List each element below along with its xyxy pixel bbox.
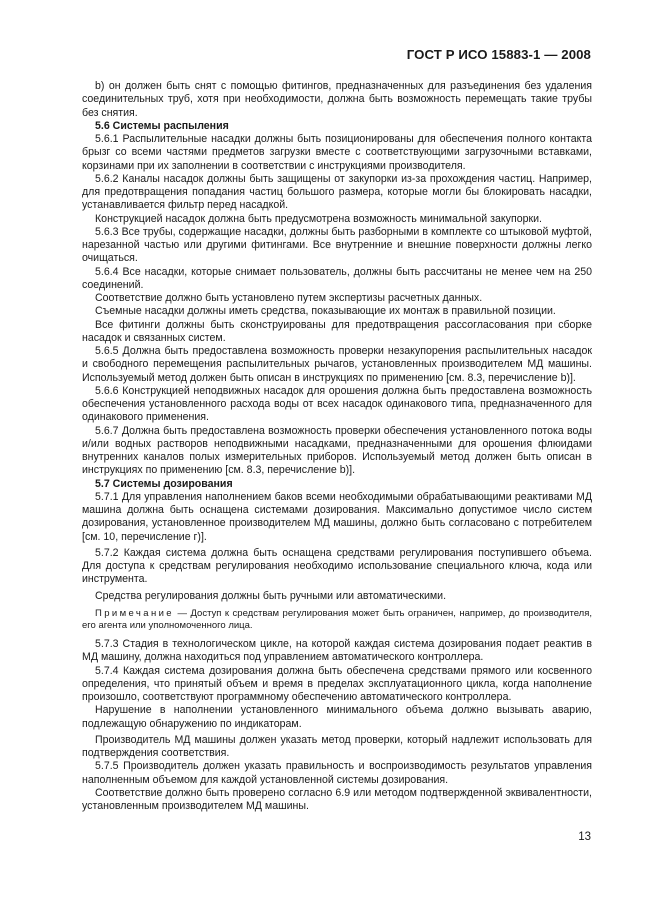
- paragraph-b: b) он должен быть снят с помощью фитингов, предназначенных для разъединения без удаления соединительных труб, хотя при необходимости, должна быть возможность перемещать такие трубы без снятия.: [82, 80, 592, 119]
- paragraph-5-6-5: 5.6.5 Должна быть предоставлена возможность проверки незакупорения распылительных насадок и свободного перемещения распылительных рычагов, установленных производителем МД машины. Используемый метод должен быть описан в инструкциях по применению [см. 8.3, перечисление b)].: [82, 345, 592, 384]
- paragraph-5-6-4: 5.6.4 Все насадки, которые снимает пользователь, должны быть рассчитаны не менее чем на 250 соединений.: [82, 265, 592, 291]
- note-label: Примечание: [95, 607, 174, 619]
- page-number: 13: [578, 831, 591, 843]
- paragraph-5-7-2: 5.7.2 Каждая система должна быть оснащена средствами регулирования поступившего объема. Для доступа к средствам регулирования необходимо использование специального ключа, кода или инструмента.: [82, 546, 592, 586]
- section-heading-5-6: 5.6 Системы распыления: [95, 119, 229, 132]
- paragraph-5-6-2: 5.6.2 Каналы насадок должны быть защищены от закупорки из-за прохождения частиц. Например, для предотвращения попадания частиц большого размера, которые могли бы блокировать насадки, устанавливается фильтр перед насадкой.: [82, 172, 592, 212]
- paragraph-5-6-4-d: Все фитинги должны быть сконструированы для предотвращения рассогласования при сборке насадок и связанных систем.: [82, 318, 592, 344]
- paragraph-5-7-4-b: Нарушение в наполнении установленного минимального объема должно вызывать аварию, подлежащую обнаружению по индикаторам.: [82, 704, 592, 730]
- paragraph-5-7-4: 5.7.4 Каждая система дозирования должна быть обеспечена средствами прямого или косвенного определения, что принятый объем и время в пределах эксплуатационного цикла, когда наполнение произошло, соответствуют программному обеспечению автоматического контроллера.: [82, 664, 592, 704]
- paragraph-5-6-3: 5.6.3 Все трубы, содержащие насадки, должны быть разборными в комплекте со штыковой муфтой, нарезанной частью или другими фитингами. Все внутренние и внешние поверхности должны легко очищаться.: [82, 225, 592, 265]
- section-heading-5-7: 5.7 Системы дозирования: [95, 477, 233, 490]
- document-header: ГОСТ Р ИСО 15883-1 — 2008: [406, 47, 591, 62]
- paragraph-5-7-5: 5.7.5 Производитель должен указать правильность и воспроизводимость результатов управления наполненным объемом для каждой установленной системы дозирования.: [82, 760, 592, 786]
- paragraph-5-6-4-b: Соответствие должно быть установлено путем экспертизы расчетных данных.: [95, 292, 483, 304]
- paragraph-5-6-4-c: Съемные насадки должны иметь средства, показывающие их монтаж в правильной позиции.: [95, 305, 556, 318]
- paragraph-5-7-4-c: Производитель МД машины должен указать метод проверки, который надлежит использовать для подтверждения соответствия.: [82, 733, 592, 760]
- note: [82, 608, 592, 632]
- document-body: [82, 80, 592, 813]
- paragraph-5-7-5-b: Соответствие должно быть проверено согласно 6.9 или методом подтвержденной эквивалентности, установленным производителем МД машины.: [82, 786, 592, 813]
- note-text: — Доступ к средствам регулирования может быть ограничен, например, до производителя, его агента или уполномоченного лица.: [82, 607, 592, 631]
- paragraph-5-6-1: 5.6.1 Распылительные насадки должны быть позиционированы для обеспечения полного контакта брызг со всеми частями предметов загрузки вместе с соответствующими загрузочными вставками, корзинами при их заполнении в соответствии с инструкциями производителя.: [82, 133, 592, 172]
- paragraph-5-6-7: 5.6.7 Должна быть предоставлена возможность проверки обеспечения установленного потока воды и/или водных растворов неподвижными насадками, предназначенными для орошения флюидами внутренних каналов полых измерительных приборов. Используемый метод должен быть описан в инструкциях по применению [см. 8.3, перечисление b)].: [82, 424, 592, 477]
- paragraph-5-7-3: 5.7.3 Стадия в технологическом цикле, на которой каждая система дозирования подает реактив в МД машину, должна находиться под управлением автоматического контроллера.: [82, 638, 592, 664]
- paragraph-5-7-1: 5.7.1 Для управления наполнением баков всеми необходимыми обрабатывающими реактивами МД машина должна быть оснащена системами дозирования. Максимально допустимое число систем дозирования, установленное производителем МД машины, должно быть согласовано с потребителем [см. 10, перечисление г)].: [82, 490, 592, 543]
- paragraph-5-6-6: 5.6.6 Конструкцией неподвижных насадок для орошения должна быть предоставлена возможность обеспечения установленного расхода воды от всех насадок одинакового типа, предназначенного для одинакового применения.: [82, 384, 592, 424]
- paragraph-5-6-2-b: Конструкцией насадок должна быть предусмотрена возможность минимальной закупорки.: [95, 212, 542, 225]
- paragraph-5-7-2-b: Средства регулирования должны быть ручными или автоматическими.: [95, 589, 447, 602]
